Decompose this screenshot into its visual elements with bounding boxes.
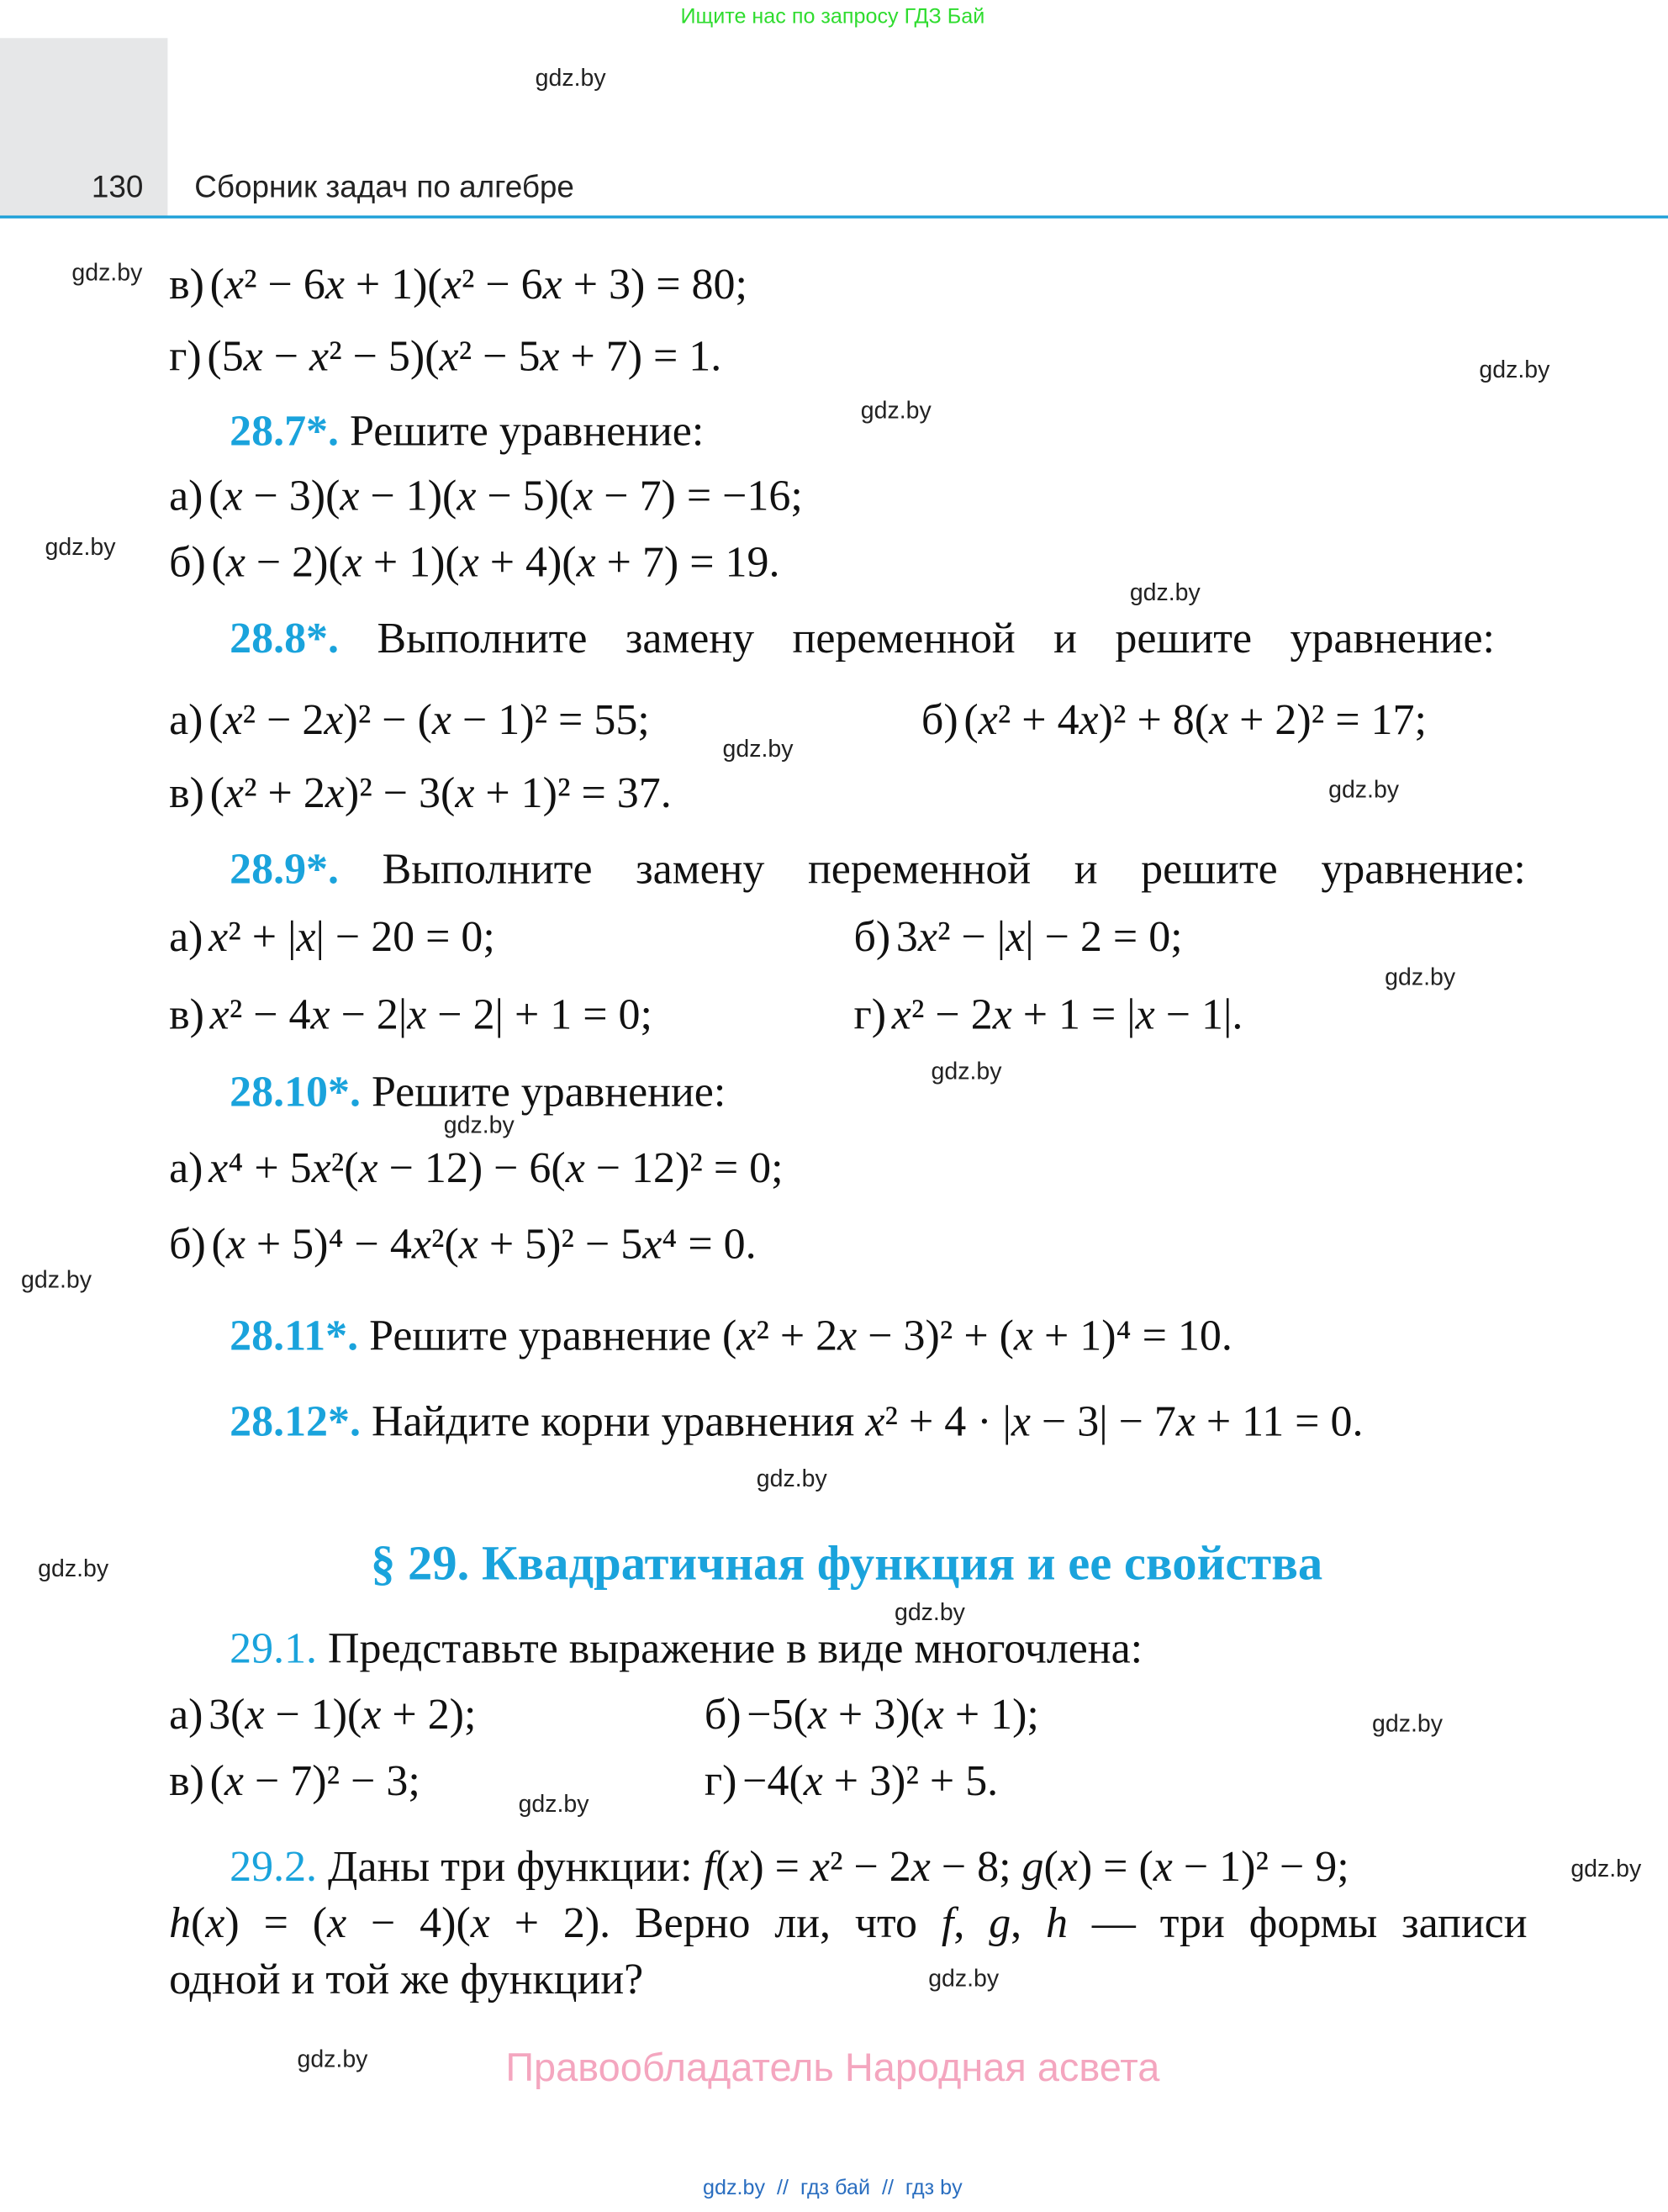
watermark: gdz.by xyxy=(928,1965,1000,1993)
item-label: а) xyxy=(169,911,203,961)
task-number: 28.10*. xyxy=(230,1066,361,1117)
task-text: Даны три функции: f(x) = x² − 2x − 8; g(x) = (x − 1)² − 9; xyxy=(328,1841,1349,1891)
expression: (x − 7)² − 3; xyxy=(209,1755,420,1805)
equation: (x − 2)(x + 1)(x + 4)(x + 7) = 19. xyxy=(211,536,780,587)
exercise-item xyxy=(853,989,1243,1039)
item-label: б) xyxy=(853,911,891,961)
exercise-item xyxy=(169,536,779,587)
exercise-item xyxy=(921,694,1427,745)
expression: 3(x − 1)(x + 2); xyxy=(208,1689,477,1739)
task-number: 28.8*. xyxy=(230,612,340,663)
item-label: б) xyxy=(169,1218,206,1269)
watermark: gdz.by xyxy=(535,65,606,92)
page-number: 130 xyxy=(91,169,144,204)
exercise-item xyxy=(169,259,747,309)
item-label: б) xyxy=(169,536,206,587)
task-text: Выполните замену переменной и решите уравнение: xyxy=(382,843,1526,894)
watermark: gdz.by xyxy=(518,1790,589,1818)
watermark: gdz.by xyxy=(297,2046,368,2072)
task-heading xyxy=(230,613,1495,663)
watermark: gdz.by xyxy=(45,534,116,561)
exercise-item xyxy=(169,989,652,1039)
equation: x⁴ + 5x²(x − 12) − 6(x − 12)² = 0; xyxy=(208,1142,784,1192)
task-number: 28.11*. xyxy=(230,1310,359,1360)
watermark: gdz.by xyxy=(756,1465,827,1492)
equation: x² − 2x + 1 = |x − 1|. xyxy=(891,989,1243,1038)
item-label: г) xyxy=(169,330,202,381)
exercise-item xyxy=(705,1689,1039,1740)
equation: (x − 3)(x − 1)(x − 5)(x − 7) = −16; xyxy=(208,470,803,520)
equation: (x + 5)⁴ − 4x²(x + 5)² − 5x⁴ = 0. xyxy=(211,1218,757,1269)
task-heading xyxy=(230,1623,1143,1673)
exercise-item xyxy=(169,1143,783,1193)
header-rule xyxy=(0,215,1668,218)
section-heading: § 29. Квадратичная функция и ее свойства xyxy=(370,1535,1323,1591)
task-text: Найдите корни уравнения xyxy=(371,1396,855,1446)
item-label: в) xyxy=(169,1755,204,1805)
equation: (x² − 2x)² − (x − 1)² = 55; xyxy=(208,694,650,744)
equation: x² − 4x − 2|x − 2| + 1 = 0; xyxy=(209,989,652,1038)
watermark: gdz.by xyxy=(21,1266,92,1294)
task-number: 28.9*. xyxy=(230,843,340,894)
expression: −5(x + 3)(x + 1); xyxy=(747,1689,1039,1739)
copyright-notice: Правообладатель Народная асвета xyxy=(505,2046,1160,2090)
watermark: gdz.by xyxy=(931,1058,1002,1085)
exercise-item xyxy=(169,1218,757,1269)
task-number: 29.1. xyxy=(230,1623,318,1673)
watermark: gdz.by xyxy=(443,1111,515,1138)
item-label: в) xyxy=(169,989,204,1038)
exercise-item xyxy=(169,471,803,521)
equation: (x² + 2x − 3)² + (x + 1)⁴ = 10. xyxy=(721,1310,1233,1360)
task-heading xyxy=(230,1841,1349,1892)
task-heading xyxy=(230,1396,1363,1447)
task-heading xyxy=(230,1310,1233,1360)
equation: 3x² − |x| − 2 = 0; xyxy=(895,911,1183,961)
item-label: в) xyxy=(169,768,204,817)
exercise-item xyxy=(169,331,721,382)
item-label: г) xyxy=(704,1755,737,1805)
exercise-item xyxy=(169,768,672,818)
equation: x² + 4 · |x − 3| − 7x + 11 = 0. xyxy=(865,1396,1364,1446)
watermark: gdz.by xyxy=(1372,1710,1443,1738)
task-number: 28.7*. xyxy=(230,405,340,456)
watermark: gdz.by xyxy=(1385,963,1456,991)
equation: (x² + 2x)² − 3(x + 1)² = 37. xyxy=(209,768,672,817)
task-heading xyxy=(230,1067,726,1117)
watermark: gdz.by xyxy=(1570,1855,1642,1882)
watermark: gdz.by xyxy=(1129,578,1201,606)
equation: (x² − 6x + 1)(x² − 6x + 3) = 80; xyxy=(209,259,747,309)
running-title: Сборник задач по алгебре xyxy=(194,169,574,204)
task-heading xyxy=(230,844,1526,895)
equation: (5x − x² − 5)(x² − 5x + 7) = 1. xyxy=(207,330,722,381)
watermark: gdz.by xyxy=(722,735,794,763)
item-label: в) xyxy=(169,259,204,309)
task-number: 28.12*. xyxy=(230,1396,361,1446)
watermark: gdz.by xyxy=(71,259,143,287)
exercise-item xyxy=(169,694,650,745)
expression: −4(x + 3)² + 5. xyxy=(742,1755,999,1805)
equation: x² + |x| − 20 = 0; xyxy=(208,911,495,961)
item-label: а) xyxy=(169,694,203,744)
search-banner[interactable]: Ищите нас по запросу ГДЗ Бай xyxy=(680,4,985,29)
task-text: Решите уравнение: xyxy=(349,405,705,456)
task-text: Решите уравнение: xyxy=(371,1066,726,1117)
item-label: б) xyxy=(704,1689,742,1739)
task-text: Решите уравнение xyxy=(369,1310,711,1360)
exercise-item xyxy=(853,911,1182,962)
task-text: Выполните замену переменной и решите уравнение: xyxy=(377,612,1495,663)
exercise-item xyxy=(169,911,495,962)
task-text: h(x) = (x − 4)(x + 2). Верно ли, что f, g, h — три формы записи xyxy=(169,1898,1528,1947)
exercise-item xyxy=(169,1755,420,1806)
task-heading xyxy=(230,406,704,457)
footer-links[interactable]: gdz.by // гдз бай // гдз by xyxy=(702,2176,963,2200)
task-number: 29.2. xyxy=(230,1841,318,1891)
watermark: gdz.by xyxy=(894,1598,965,1626)
watermark: gdz.by xyxy=(860,397,932,425)
watermark: gdz.by xyxy=(1328,776,1400,804)
item-label: а) xyxy=(169,1142,203,1192)
item-label: а) xyxy=(169,470,203,520)
equation: (x² + 4x)² + 8(x + 2)² = 17; xyxy=(963,694,1427,744)
item-label: б) xyxy=(921,694,958,744)
item-label: г) xyxy=(853,989,887,1038)
task-text: одной и той же функции? xyxy=(169,1954,644,2003)
item-label: а) xyxy=(169,1689,203,1739)
exercise-item xyxy=(705,1755,998,1806)
watermark: gdz.by xyxy=(38,1555,109,1582)
exercise-item xyxy=(169,1689,476,1740)
task-text: Представьте выражение в виде многочлена: xyxy=(328,1623,1143,1673)
watermark: gdz.by xyxy=(1479,356,1550,383)
